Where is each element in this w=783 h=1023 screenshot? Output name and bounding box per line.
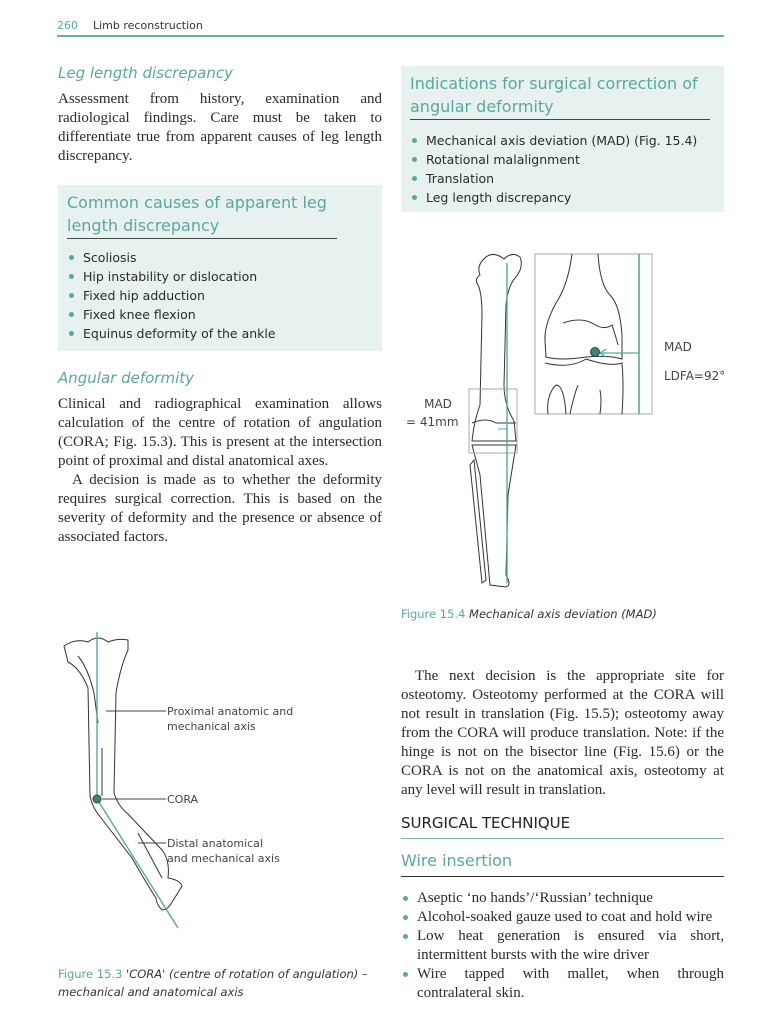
bullet-icon xyxy=(403,972,408,977)
page-number: 260 xyxy=(57,19,78,32)
heading-leg-length: Leg length discrepancy xyxy=(58,64,233,82)
femur-outline xyxy=(472,254,521,441)
indications-box xyxy=(401,66,724,212)
bullet-icon xyxy=(412,195,417,200)
bullet-icon xyxy=(412,157,417,162)
bullet-icon xyxy=(412,138,417,143)
causes-box xyxy=(58,185,382,351)
list-item xyxy=(67,286,276,305)
caption-number: Figure 15.3 xyxy=(58,967,123,981)
paragraph-text: Clinical and radiographical examination allows calculation of the centre of rotation of angulation (CORA; Fig. 15.3). This is present at the intersection point of proximal and distal anatomical axes. xyxy=(58,396,382,469)
list-item-text: Low heat generation is ensured via short, intermittent bursts with the wire driver xyxy=(417,928,724,963)
list-item-text: Leg length discrepancy xyxy=(426,190,572,205)
indications-box-title-text: Indications for surgical correction of angular deformity xyxy=(410,72,710,120)
subheading-wire-insertion: Wire insertion xyxy=(401,851,724,877)
label-distal-axis: Distal anatomical and mechanical axis xyxy=(167,837,280,865)
paragraph-text: Assessment from history, examination and radiological findings. Care must be taken to differentiate true from apparent causes of leg length discrepancy. xyxy=(58,91,382,164)
label-cora: CORA xyxy=(167,793,199,806)
bullet-icon xyxy=(403,934,408,939)
list-item-text: Fixed knee flexion xyxy=(83,307,196,322)
distal-axis-line xyxy=(97,799,178,928)
list-item-text: Rotational malalignment xyxy=(426,152,580,167)
list-item-text: Equinus deformity of the ankle xyxy=(83,326,276,341)
wire-insertion-list xyxy=(401,889,724,1003)
list-item xyxy=(67,248,276,267)
bullet-icon xyxy=(69,255,74,260)
label-mad-left: MAD xyxy=(424,397,452,411)
list-item xyxy=(410,150,697,169)
knee-joint-line xyxy=(472,420,516,423)
paragraph-text: A decision is made as to whether the deformity requires surgical correction. This is based on the severity of deformity and the presence or absence of associated factors. xyxy=(58,472,382,545)
figure-15-4-leg-drawing xyxy=(460,245,660,590)
list-item xyxy=(401,927,724,965)
caption-number: Figure 15.4 xyxy=(401,607,466,621)
list-item xyxy=(401,965,724,1003)
list-item-text: Aseptic ‘no hands’/‘Russian’ technique xyxy=(417,890,653,906)
list-item xyxy=(67,305,276,324)
figure-15-3-caption xyxy=(58,965,383,1001)
paragraph-text: The next decision is the appropriate site for osteotomy. Osteotomy performed at the CORA will not result in translation (Fig. 15.5); osteotomy away from the CORA will produce translation. Note: if the hinge is not on the bisector line (Fig. 15.6) or the CORA is not on the anatomical axis, osteotomy at any level will result in translation. xyxy=(401,668,724,798)
list-item xyxy=(67,324,276,343)
caption-text: Mechanical axis deviation (MAD) xyxy=(469,607,657,621)
bullet-icon xyxy=(403,896,408,901)
list-item xyxy=(410,169,697,188)
caption-text: 'CORA' (centre of rotation of angulation) – mechanical and anatomical axis xyxy=(58,967,368,999)
label-mad-value: = 41mm xyxy=(406,415,459,429)
indications-box-title xyxy=(410,72,710,120)
knee-center-point-icon xyxy=(591,348,600,357)
label-mad-right: MAD xyxy=(664,340,692,354)
angular-paragraphs xyxy=(58,395,382,547)
causes-box-title xyxy=(67,191,337,239)
list-item-text: Wire tapped with mallet, when through contralateral skin. xyxy=(417,966,724,1001)
section-heading-surgical-technique: SURGICAL TECHNIQUE xyxy=(401,814,724,839)
figure-15-4-caption xyxy=(401,605,724,623)
list-item-text: Mechanical axis deviation (MAD) (Fig. 15.4) xyxy=(426,133,698,148)
bullet-icon xyxy=(69,293,74,298)
bullet-icon xyxy=(69,274,74,279)
causes-list xyxy=(67,248,276,343)
label-ldfa: LDFA=92° xyxy=(664,369,726,383)
list-item-text: Scoliosis xyxy=(83,250,137,265)
list-item xyxy=(401,908,724,927)
bullet-icon xyxy=(403,915,408,920)
list-item-text: Alcohol-soaked gauze used to coat and hold wire xyxy=(417,909,713,925)
list-item xyxy=(67,267,276,286)
list-item-text: Hip instability or dislocation xyxy=(83,269,258,284)
bullet-icon xyxy=(69,312,74,317)
tibia-outline xyxy=(472,445,516,587)
fibula-outline xyxy=(470,460,486,583)
heading-angular-deformity: Angular deformity xyxy=(58,369,195,387)
cora-point-icon xyxy=(93,795,101,803)
figure-15-3-tibia-drawing xyxy=(58,628,238,928)
label-proximal-axis: Proximal anatomic and mechanical axis xyxy=(167,705,294,733)
causes-box-title-text: Common causes of apparent leg length discrepancy xyxy=(67,191,337,239)
osteotomy-paragraph xyxy=(401,667,724,800)
running-title: Limb reconstruction xyxy=(93,19,203,32)
indications-list xyxy=(410,131,697,207)
leg-length-paragraph xyxy=(58,90,382,166)
list-item xyxy=(410,188,697,207)
tibia-outline xyxy=(64,638,182,910)
list-item-text: Translation xyxy=(426,171,495,186)
bullet-icon xyxy=(412,176,417,181)
bullet-icon xyxy=(69,331,74,336)
list-item-text: Fixed hip adduction xyxy=(83,288,205,303)
list-item xyxy=(410,131,697,150)
list-item xyxy=(401,889,724,908)
running-head xyxy=(57,19,724,37)
